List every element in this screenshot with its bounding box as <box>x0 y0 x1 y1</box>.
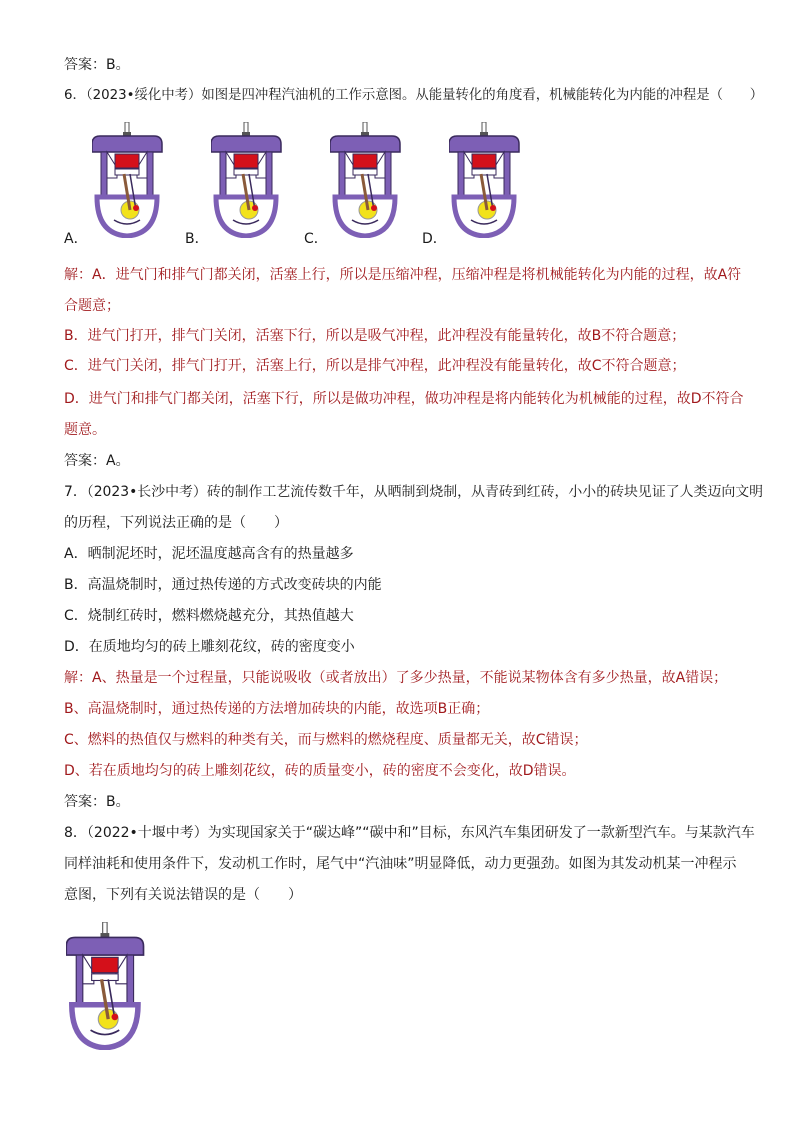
q6-option-d-label: D． <box>422 231 447 247</box>
q6-solution-line: 解：A．进气门和排气门都关闭，活塞上行，所以是压缩冲程，压缩冲程是将机械能转化为内能的过程，故A符 <box>64 267 742 283</box>
q6-option-a-label: A． <box>64 231 88 247</box>
q6-option-b-label: B． <box>185 231 209 247</box>
q7-answer: 答案：B。 <box>64 794 130 810</box>
q6-answer: 答案：A。 <box>64 453 130 469</box>
q7-option: B．高温烧制时，通过热传递的方式改变砖块的内能 <box>64 577 382 593</box>
q7-stem-line: 7．（2023•长沙中考）砖的制作工艺流传数千年，从晒制到烧制，从青砖到红砖，小小的砖块见证了人类迈向文明 <box>64 484 764 500</box>
q6-option-c-label: C． <box>304 231 328 247</box>
q8-stem-line: 同样油耗和使用条件下，发动机工作时，尾气中“汽油味”明显降低，动力更强劲。如图为其发动机某一冲程示 <box>64 856 737 872</box>
q6-solution-line: 合题意； <box>64 298 120 314</box>
q6-solution-line: 题意。 <box>64 422 106 438</box>
q7-solution-line: C、燃料的热值仅与燃料的种类有关，而与燃料的燃烧程度、质量都无关，故C错误； <box>64 732 588 748</box>
engine-figure-c <box>330 122 402 238</box>
q6-solution-line: C．进气门关闭，排气门打开，活塞上行，所以是排气冲程，此冲程没有能量转化，故C不符合题意； <box>64 358 686 374</box>
q7-option: A．晒制泥坯时，泥坯温度越高含有的热量越多 <box>64 546 354 562</box>
top-answer: 答案：B。 <box>64 57 130 73</box>
q7-option: C．烧制红砖时，燃料燃烧越充分，其热值越大 <box>64 608 354 624</box>
q6-stem: 6．（2023•绥化中考）如图是四冲程汽油机的工作示意图。从能量转化的角度看，机械能转化为内能的冲程是（ ） <box>64 88 764 103</box>
engine-figure-q8 <box>66 922 146 1050</box>
engine-figure-a <box>92 122 164 238</box>
q7-solution-line: 解：A、热量是一个过程量，只能说吸收（或者放出）了多少热量，不能说某物体含有多少热量，故A错误； <box>64 670 728 686</box>
engine-figure-d <box>449 122 521 238</box>
q7-stem-line: 的历程，下列说法正确的是（ ） <box>64 515 288 531</box>
q8-stem-line: 意图，下列有关说法错误的是（ ） <box>64 887 302 903</box>
q7-option: D．在质地均匀的砖上雕刻花纹，砖的密度变小 <box>64 639 355 655</box>
engine-figure-b <box>211 122 283 238</box>
q7-solution-line: D、若在质地均匀的砖上雕刻花纹，砖的质量变小，砖的密度不会变化，故D错误。 <box>64 763 576 779</box>
q6-solution-line: B．进气门打开，排气门关闭，活塞下行，所以是吸气冲程，此冲程没有能量转化，故B不符合题意； <box>64 328 686 344</box>
q7-solution-line: B、高温烧制时，通过热传递的方法增加砖块的内能，故选项B正确； <box>64 701 490 717</box>
q8-stem-line: 8．（2022•十堰中考）为实现国家关于“碳达峰”“碳中和”目标，东风汽车集团研发了一款新型汽车。与某款汽车 <box>64 825 755 841</box>
q6-solution-line: D．进气门和排气门都关闭，活塞下行，所以是做功冲程，做功冲程是将内能转化为机械能的过程，故D不符合 <box>64 391 744 407</box>
